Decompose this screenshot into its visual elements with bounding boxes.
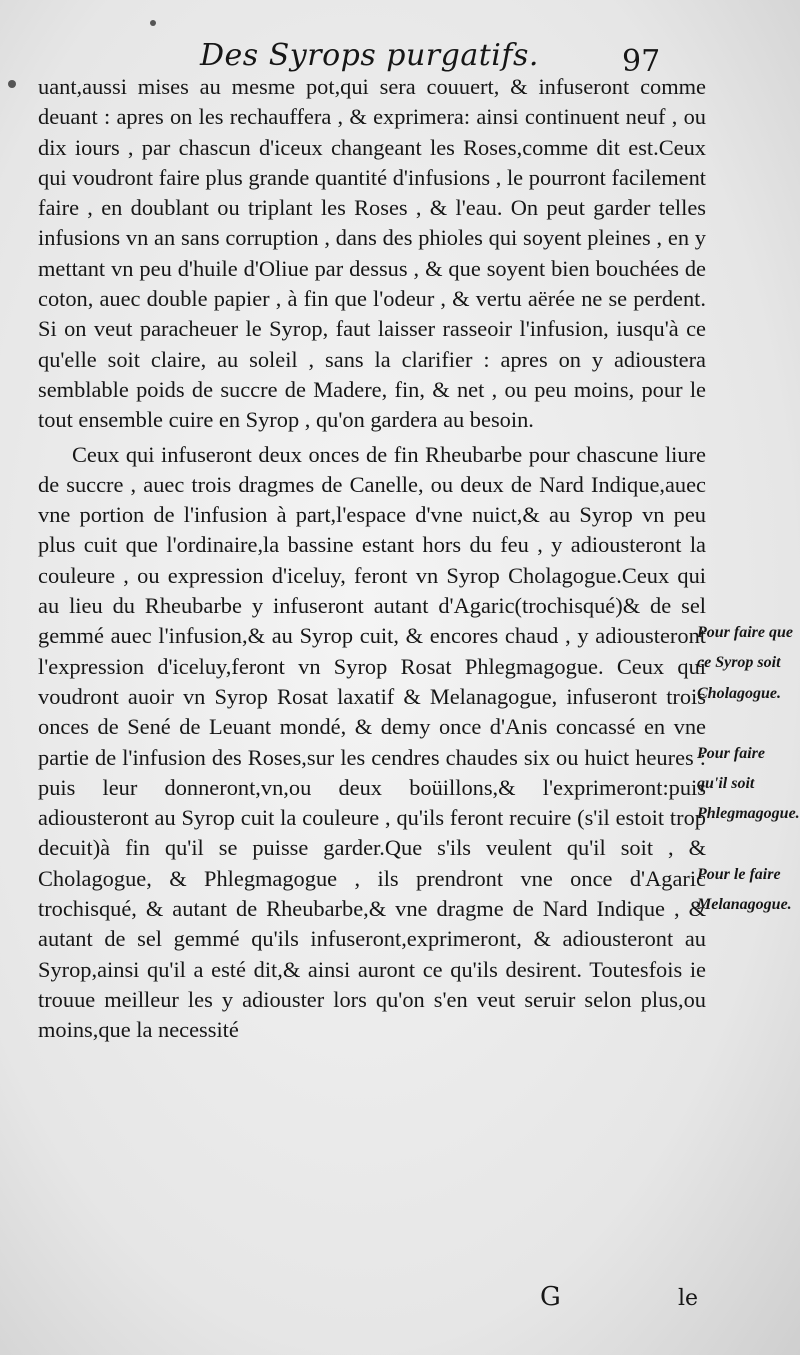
marginal-note: Pour le faire Melanagogue. [697, 865, 792, 914]
signature-mark: G [540, 1282, 561, 1312]
paragraph: Ceux qui infuseront deux onces de fin Rheubarbe pour chascune liure de succre , auec trois dragmes de Canelle, ou deux de Nard Indique,auec vne portion de l'infusion à part,l'espace d'vne nuict,& au Syrop vn peu plus cuit que l'ordinaire,la bassine estant hors du feu , y adiousteront la couleure , ou expression d'iceluy, feront vn Syrop Cholagogue.Ceux qui au lieu du Rheubarbe y infuseront autant d'Agaric(trochisqué)& de sel gemmé auec l'infusion,& au Syrop cuit, & encores chaud , y adiousteront l'expression d'iceluy,feront vn Syrop Rosat Phlegmagogue. Ceux qui voudront auoir vn Syrop Rosat laxatif & Melanagogue, infuseront trois onces de Sené de Leuant mondé, & demy once d'Anis concassé en vne partie de l'infusion des Roses,sur les cendres chaudes six ou huict heures : puis leur donneront,vn,ou deux boüillons,& l'exprimeront:puis adiousteront au Syrop cuit la couleure , qu'ils feront recuire (s'il estoit trop decuit)à fin qu'il se puisse garder.Que s'ils veulent qu'il soit , & Cholagogue, & Phlegmagogue , ils prendront vne once d'Agaric trochisqué, & autant de Rheubarbe,& vne dragme de Nard Indique , & autant de sel gemmé qu'ils infuseront,exprimeront, & adiousteront au Syrop,ainsi qu'il a esté dit,& ainsi auront ce qu'ils desirent. Toutesfois ie trouue meilleur les y adiouster lors qu'on s'en veut seruir selon plus,ou moins,que la necessité [38, 441, 706, 1043]
running-title: Des Syrops purgatifs. [200, 38, 539, 73]
marginal-note: Pour faire que ce Syrop soit Cholagogue. [697, 624, 793, 702]
ink-speck [150, 20, 156, 26]
paragraph: uant,aussi mises au mesme pot,qui sera couuert, & infuseront comme deuant : apres on les rechauffera , & exprimera: ainsi continuent neuf , ou dix iours , par chascun d'iceux changeant les Roses,comme dit est.Ceux qui voudront faire plus grande quantité d'infusions , le pourront facilement faire , en doublant ou triplant les Roses , & l'eau. On peut garder telles infusions vn an sans corruption , dans des phioles qui soyent pleines , en y mettant vn peu d'huile d'Oliue par dessus , & que soyent bien bouchées de coton, auec double papier , à fin que l'odeur , & vertu aërée ne se perdent. Si on veut paracheuer le Syrop, faut laisser rasseoir l'infusion, iusqu'à ce qu'elle soit claire, au soleil , sans la clarifier : apres on y adioustera semblable poids de succre de Madere, fin, & net , ou peu moins, pour le tout ensemble cuire en Syrop , qu'on gardera au besoin. [38, 74, 706, 433]
marginal-note: Pour faire qu'il soit Phlegmagogue. [697, 744, 800, 823]
page-number: 97 [622, 44, 661, 79]
marginal-notes [697, 618, 800, 920]
main-text [38, 72, 706, 1046]
page-footer [0, 1282, 800, 1322]
catchword: le [678, 1286, 699, 1311]
